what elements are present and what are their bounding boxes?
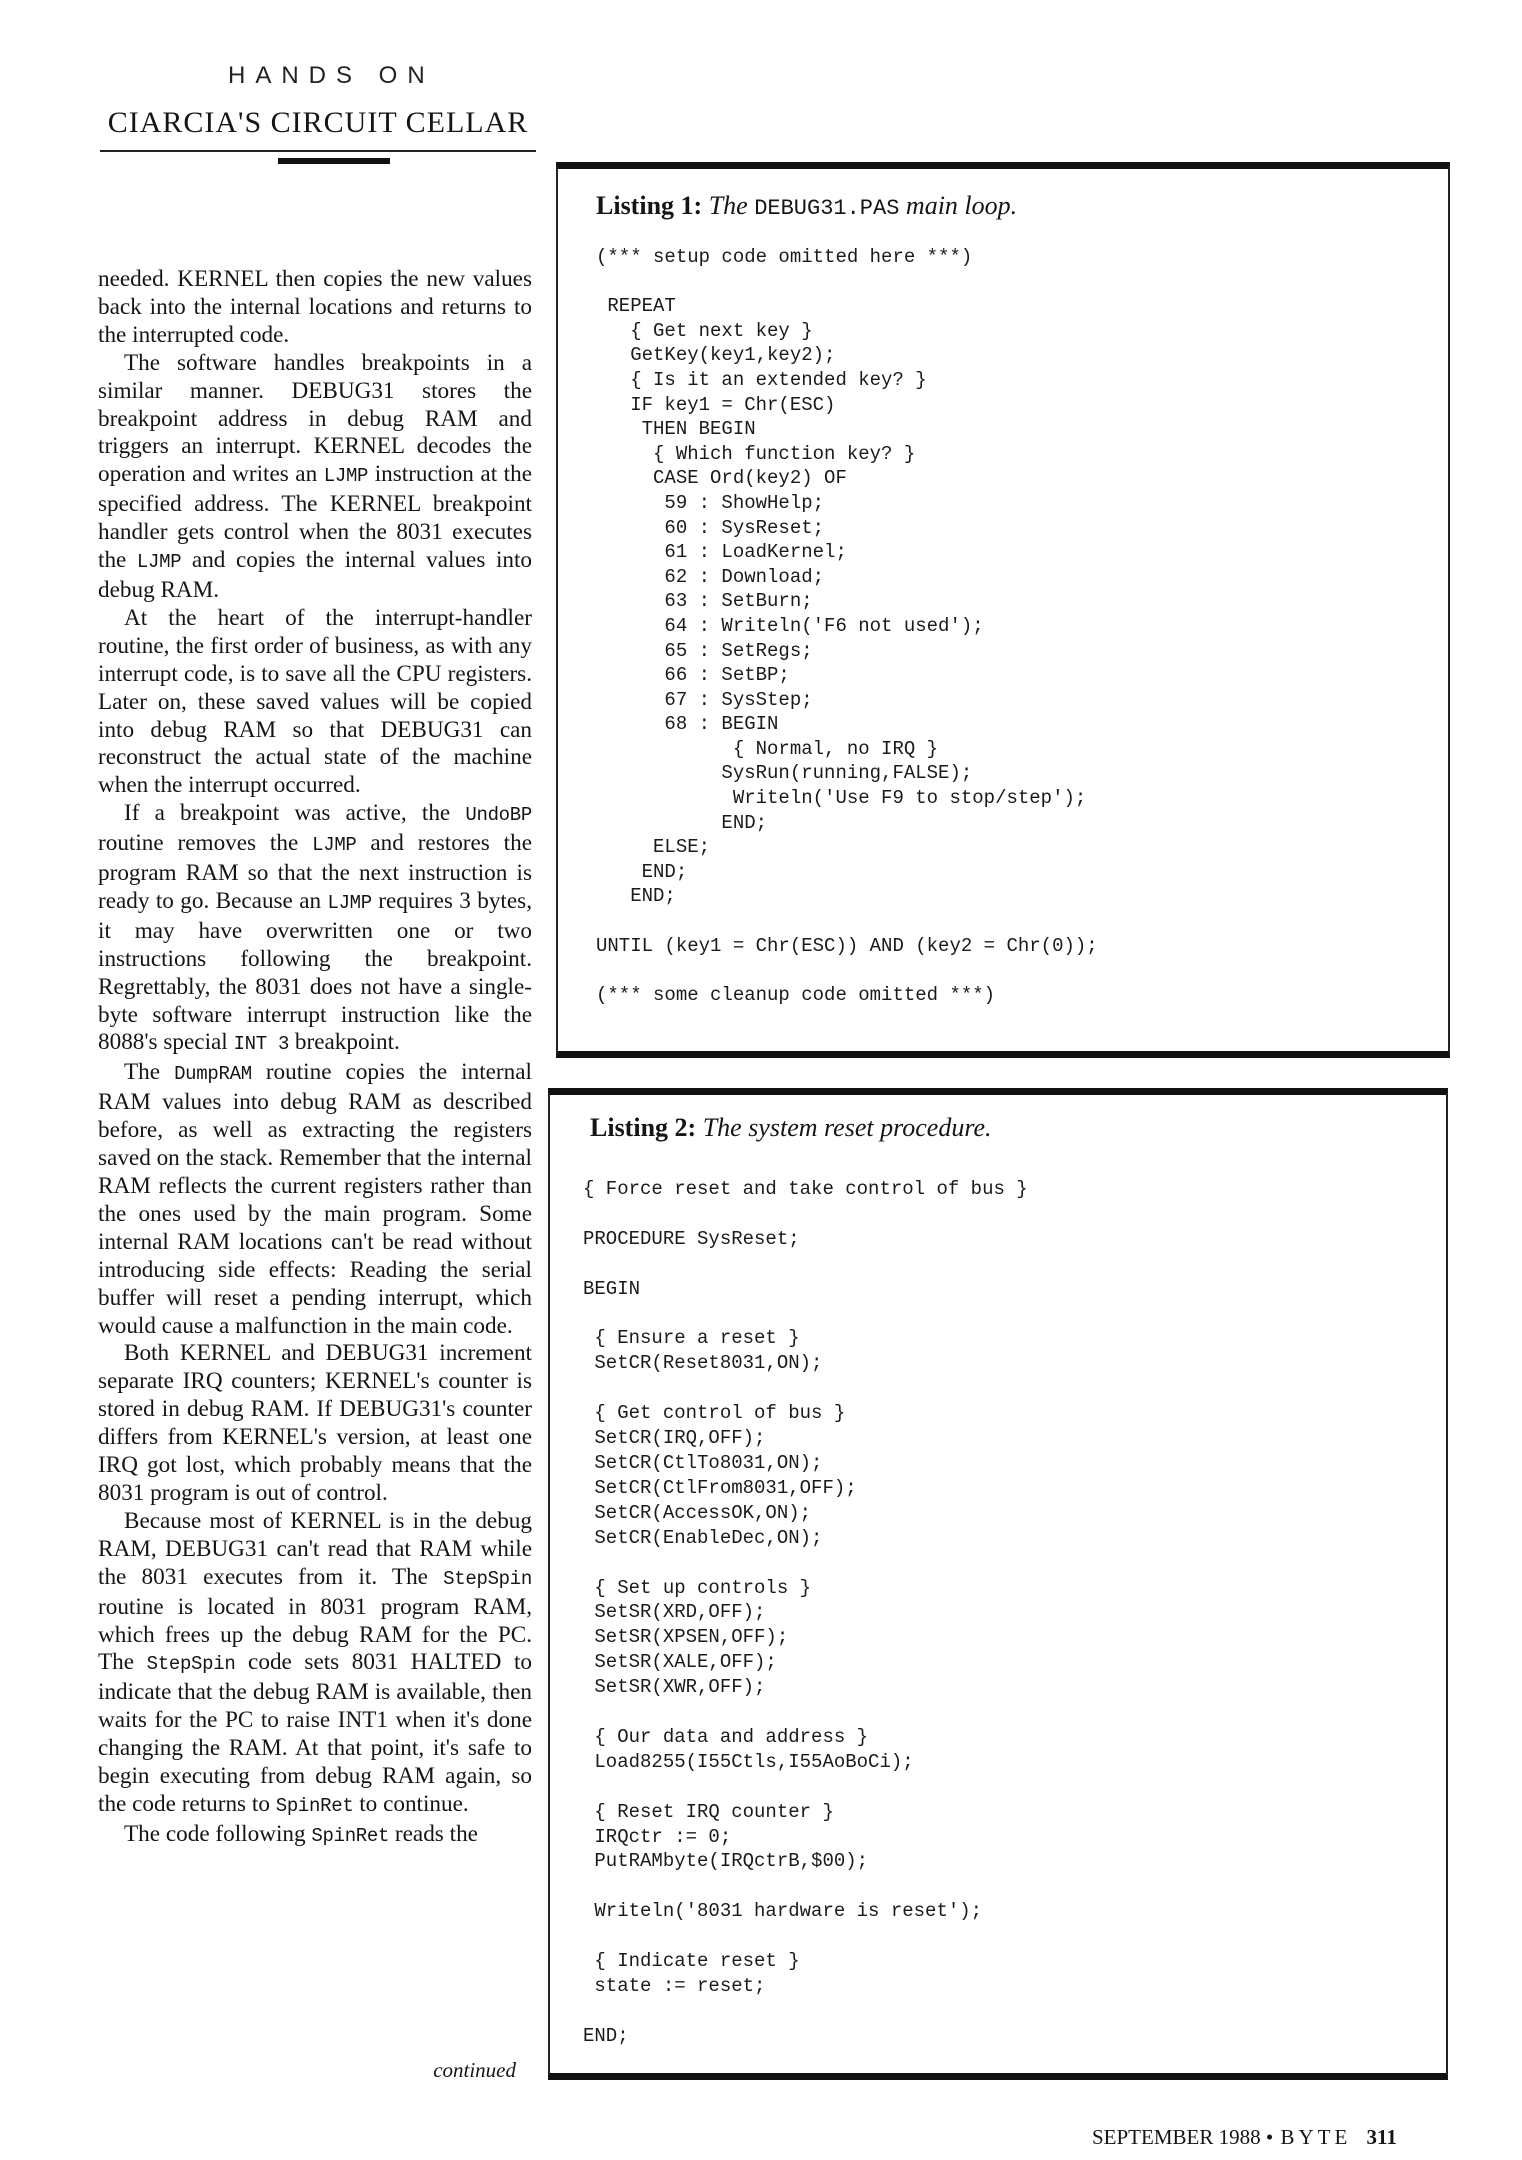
paragraph: Both KERNEL and DEBUG31 increment separate IRQ counters; KERNEL's counter is stored in debug RAM. If DEBUG31's counter differs from KERNEL's version, at least one IRQ got lost, which probably means that the 8031 program is out of control. <box>98 1340 532 1506</box>
paragraph: The code following SpinRet reads the <box>124 1820 478 1847</box>
paragraph: If a breakpoint was active, the UndoBP routine removes the LJMP and restores the program RAM so that the next instruction is ready to go. Because an LJMP requires 3 bytes, it may have overwritten one or two instructions following the breakpoint. Regrettably, the 8031 does not have a single-byte software interrupt instruction like the 8088's special INT 3 breakpoint. <box>98 800 532 1056</box>
listing-1-code: (*** setup code omitted here ***) REPEAT { Get next key } GetKey(key1,key2); { Is it an extended key? } IF key1 = Chr(ESC) THEN BEGIN { Which function key? } CASE Ord(key2) OF 59 : ShowHelp; 60 : SysReset; 61 : LoadKernel; 62 : Download; 63 : SetBurn; 64 : Writeln('F6 not used'); 65 : SetRegs; 66 : SetBP; 67 : SysStep; 68 : BEGIN { Normal, no IRQ } SysRun(running,FALSE); Writeln('Use F9 to stop/step'); END; ELSE; END; END; UNTIL (key1 = Chr(ESC)) AND (key2 = Chr(0)); (*** some cleanup code omitted ***) <box>596 246 1098 1006</box>
paragraph: The DumpRAM routine copies the internal RAM values into debug RAM as described before, as well as extracting the registers saved on the stack. Remember that the internal RAM reflects the current registers rather than the ones used by the main program. Some internal RAM locations can't be read without introducing side effects: Reading the serial buffer will reset a pending interrupt, which would cause a malfunction in the main code. <box>98 1059 532 1339</box>
continued-label: continued <box>433 2058 516 2082</box>
listing-2-box <box>548 1088 1448 2080</box>
header-rule-thin <box>100 150 536 152</box>
listing-1-title: Listing 1: The DEBUG31.PAS main loop. <box>596 191 1018 221</box>
header-rule-thick <box>278 158 390 164</box>
listing-1-number: Listing 1: <box>596 191 703 220</box>
paragraph: The software handles breakpoints in a similar manner. DEBUG31 stores the breakpoint address in debug RAM and triggers an interrupt. KERNEL decodes the operation and writes an LJMP instruction at the specified address. The KERNEL breakpoint handler gets control when the 8031 executes the LJMP and copies the internal values into debug RAM. <box>98 349 533 603</box>
magazine-name: BYTE <box>1280 2125 1352 2149</box>
article-body <box>98 266 532 1851</box>
listing-1-box <box>556 162 1450 1058</box>
paragraph: needed. KERNEL then copies the new values back into the internal locations and returns to the interrupted code. <box>98 266 532 348</box>
section-label: HANDS ON <box>228 62 435 89</box>
paragraph: At the heart of the interrupt-handler routine, the first order of business, as with any interrupt code, is to save all the CPU registers. Later on, these saved values will be copied into debug RAM so that DEBUG31 can reconstruct the actual state of the machine when the interrupt occurred. <box>98 604 532 799</box>
page-number: 311 <box>1366 2125 1397 2149</box>
paragraph: Because most of KERNEL is in the debug RAM, DEBUG31 can't read that RAM while the 8031 executes from it. The StepSpin routine is located in 8031 program RAM, which frees up the debug RAM for the PC. The StepSpin code sets 8031 HALTED to indicate that the debug RAM is available, then waits for the PC to raise INT1 when it's done changing the RAM. At that point, it's safe to begin executing from debug RAM again, so the code returns to SpinRet to continue. <box>98 1507 532 1817</box>
column-title: CIARCIA'S CIRCUIT CELLAR <box>107 106 529 139</box>
page-footer: SEPTEMBER 1988 • BYTE 311 <box>1092 2125 1397 2149</box>
listing-2-code: { Force reset and take control of bus } PROCEDURE SysReset; BEGIN { Ensure a reset } SetCR(Reset8031,ON); { Get control of bus } SetCR(IRQ,OFF); SetCR(CtlTo8031,ON); SetCR(CtlFrom8031,OFF); SetCR(AccessOK,ON); SetCR(EnableDec,ON); { Set up controls } SetSR(XRD,OFF); SetSR(XPSEN,OFF); SetSR(XALE,OFF); SetSR(XWR,OFF); { Our data and address } Load8255(I55Ctls,I55AoBoCi); { Reset IRQ counter } IRQctr := 0; PutRAMbyte(IRQctrB,$00); Writeln('8031 hardware is reset'); { Indicate reset } state := reset; END; <box>583 1178 1028 2047</box>
listing-2-title: Listing 2: The system reset procedure. <box>590 1113 992 1142</box>
listing-2-number: Listing 2: <box>590 1113 697 1142</box>
issue-date: SEPTEMBER 1988 <box>1092 2125 1261 2149</box>
